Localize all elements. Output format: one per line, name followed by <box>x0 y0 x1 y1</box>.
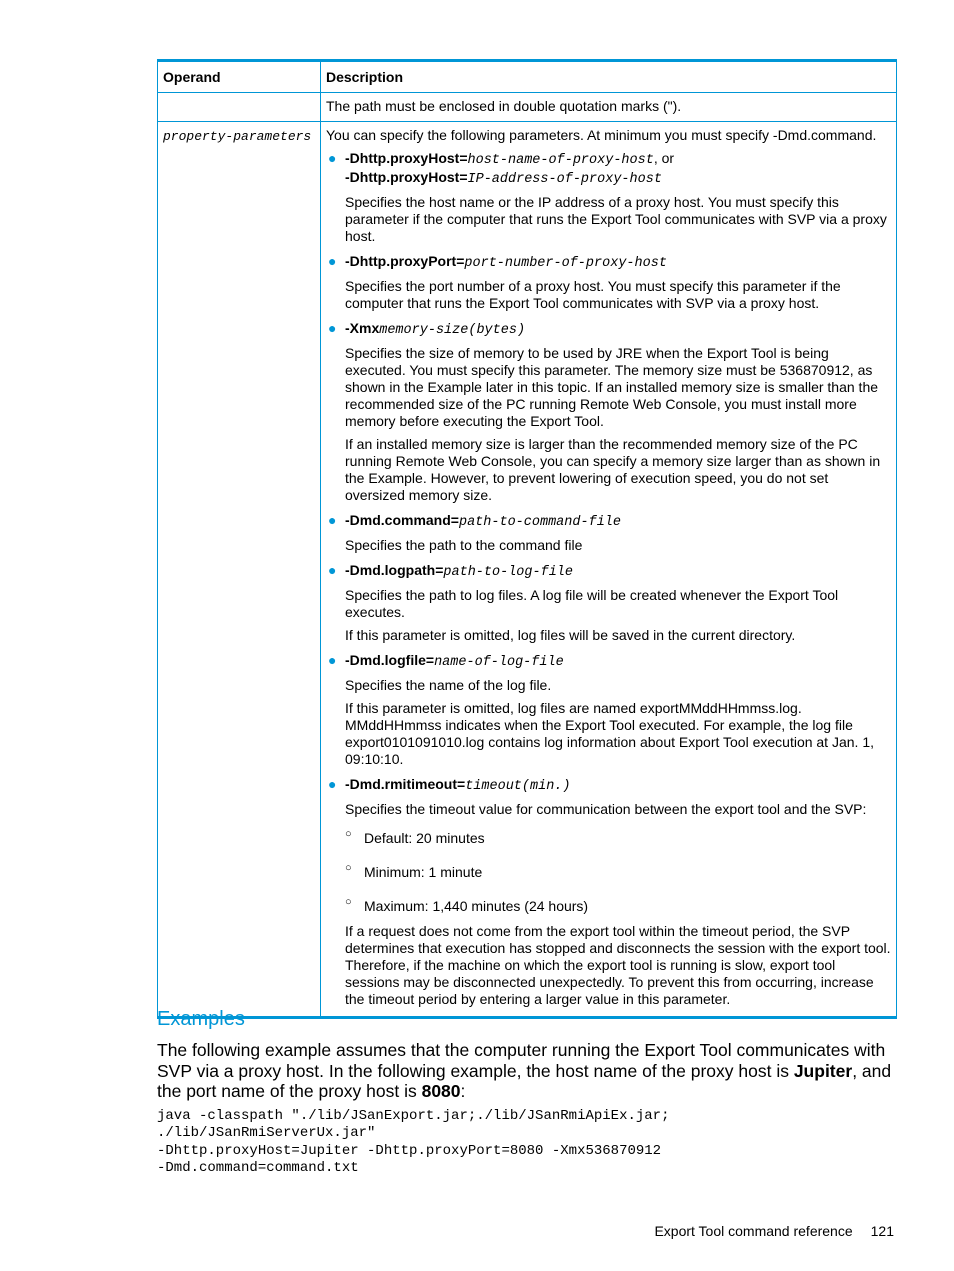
param-rmitimeout <box>326 776 891 1008</box>
list-item <box>345 830 891 847</box>
operand-table <box>157 59 897 1019</box>
param-command <box>326 512 891 554</box>
header-description: Description <box>321 61 897 93</box>
bullet-icon: ● <box>328 253 337 269</box>
description-cell: The path must be enclosed in double quotation marks ("). <box>321 93 897 122</box>
timeout-values-list <box>345 830 891 915</box>
param-value: host-name-of-proxy-host <box>467 153 654 168</box>
param-description: If an installed memory size is larger than the recommended memory size of the PC running Remote Web Console, you can specify a memory size larger than as shown in the Example. However, to prevent lowering of execution speed, you do not set oversized memory size. <box>345 436 881 503</box>
param-logfile <box>326 652 891 768</box>
param-proxyport <box>326 253 891 312</box>
param-description: If this parameter is omitted, log files are named exportMMddHHmmss.log. MMddHHmmss indicates when the Export Tool executed. For example, the log file export0101091010.log contains log information about Export Tool execution at Jan. 1, 09:10:10. <box>345 700 874 767</box>
param-value: name-of-log-file <box>434 655 564 670</box>
circle-bullet-icon: ○ <box>345 828 352 840</box>
param-xmx <box>326 320 891 504</box>
params-intro: You can specify the following parameters. At minimum you must specify -Dmd.command. <box>326 127 877 143</box>
intro-text: , and the port name of the proxy host is <box>157 1060 892 1101</box>
param-logpath <box>326 562 891 644</box>
bullet-icon: ● <box>328 776 337 792</box>
timeout-maximum: Maximum: 1,440 minutes (24 hours) <box>364 898 589 914</box>
param-value: port-number-of-proxy-host <box>464 256 667 271</box>
param-description: Specifies the path to the command file <box>345 537 583 553</box>
table-row <box>158 93 897 122</box>
list-item <box>345 864 891 881</box>
bullet-icon: ● <box>328 562 337 578</box>
examples-heading: Examples <box>157 1008 245 1030</box>
param-name: -Dhttp.proxyPort= <box>345 253 465 269</box>
intro-text: : <box>460 1081 466 1101</box>
param-name: -Dhttp.proxyHost= <box>345 150 468 166</box>
bullet-icon: ● <box>328 150 337 166</box>
param-name: -Xmx <box>345 320 380 336</box>
param-description: If a request does not come from the export tool within the timeout period, the SVP determines that execution has stopped and disconnects the session with the export tool. Therefore, if the machine on which the export tool is running is slow, export tool sessions may be disconnected unexpectedly. To prevent this from occurring, increase the timeout period by entering a larger value in this parameter. <box>345 923 891 1007</box>
page-footer <box>654 1223 894 1239</box>
bullet-icon: ● <box>328 320 337 336</box>
param-description: Specifies the timeout value for communication between the export tool and the SVP: <box>345 801 867 817</box>
page-number: 121 <box>870 1223 894 1239</box>
header-operand: Operand <box>158 61 321 93</box>
param-separator: , or <box>653 150 675 166</box>
param-description: If this parameter is omitted, log files will be saved in the current directory. <box>345 627 796 643</box>
timeout-minimum: Minimum: 1 minute <box>364 864 483 880</box>
param-value: path-to-command-file <box>458 515 621 530</box>
examples-intro <box>157 1040 899 1102</box>
param-name: -Dmd.logpath= <box>345 562 444 578</box>
param-value: timeout(min.) <box>465 779 571 794</box>
operand-cell <box>158 122 321 1018</box>
operand-property-parameters: property-parameters <box>163 129 312 144</box>
param-description: Specifies the port number of a proxy host. You must specify this parameter if the computer that runs the Export Tool communicates with SVP via a proxy host. <box>345 278 841 311</box>
bullet-icon: ● <box>328 652 337 668</box>
param-value: IP-address-of-proxy-host <box>467 172 662 187</box>
parameter-list <box>326 150 891 1008</box>
footer-title: Export Tool command reference <box>654 1223 853 1239</box>
intro-text: The following example assumes that the computer running the Export Tool communicates with SVP via a proxy host. In the following example, the host name of the proxy host is <box>157 1040 886 1081</box>
table-row <box>158 122 897 1018</box>
proxy-host-name: Jupiter <box>793 1060 853 1081</box>
timeout-default: Default: 20 minutes <box>364 830 485 846</box>
bullet-icon: ● <box>328 512 337 528</box>
param-description: Specifies the name of the log file. <box>345 677 552 693</box>
circle-bullet-icon: ○ <box>345 896 352 908</box>
param-name: -Dmd.rmitimeout= <box>345 776 466 792</box>
param-description: Specifies the size of memory to be used by JRE when the Export Tool is being executed. You must specify this parameter. The memory size must be 536870912, as shown in the Example later in this topic. If an installed memory size is smaller than the recommended size of the PC running Remote Web Console, you must install more memory before executing the Export Tool. <box>345 345 879 429</box>
param-name: -Dmd.command= <box>345 512 459 528</box>
param-description: Specifies the host name or the IP address of a proxy host. You must specify this parameter if the computer that runs the Export Tool communicates with SVP via a proxy host. <box>345 194 887 244</box>
param-name: -Dhttp.proxyHost= <box>345 169 468 185</box>
param-proxyhost <box>326 150 891 245</box>
proxy-port: 8080 <box>421 1081 461 1101</box>
example-code: java -classpath "./lib/JSanExport.jar;./lib/JSanRmiApiEx.jar; ./lib/JSanRmiServerUx.jar" -Dhttp.proxyHost=Jupiter -Dhttp.proxyPort=8080 -Xmx536870912 -Dmd.command=command.txt <box>157 1108 670 1176</box>
param-value: path-to-log-file <box>443 565 574 580</box>
table-header-row <box>158 61 897 93</box>
description-cell <box>321 122 897 1018</box>
list-item <box>345 898 891 915</box>
param-name: -Dmd.logfile= <box>345 652 435 668</box>
operand-cell-empty <box>158 93 321 122</box>
param-description: Specifies the path to log files. A log file will be created whenever the Export Tool executes. <box>345 587 839 620</box>
param-value: memory-size(bytes) <box>379 323 526 338</box>
circle-bullet-icon: ○ <box>345 862 352 874</box>
